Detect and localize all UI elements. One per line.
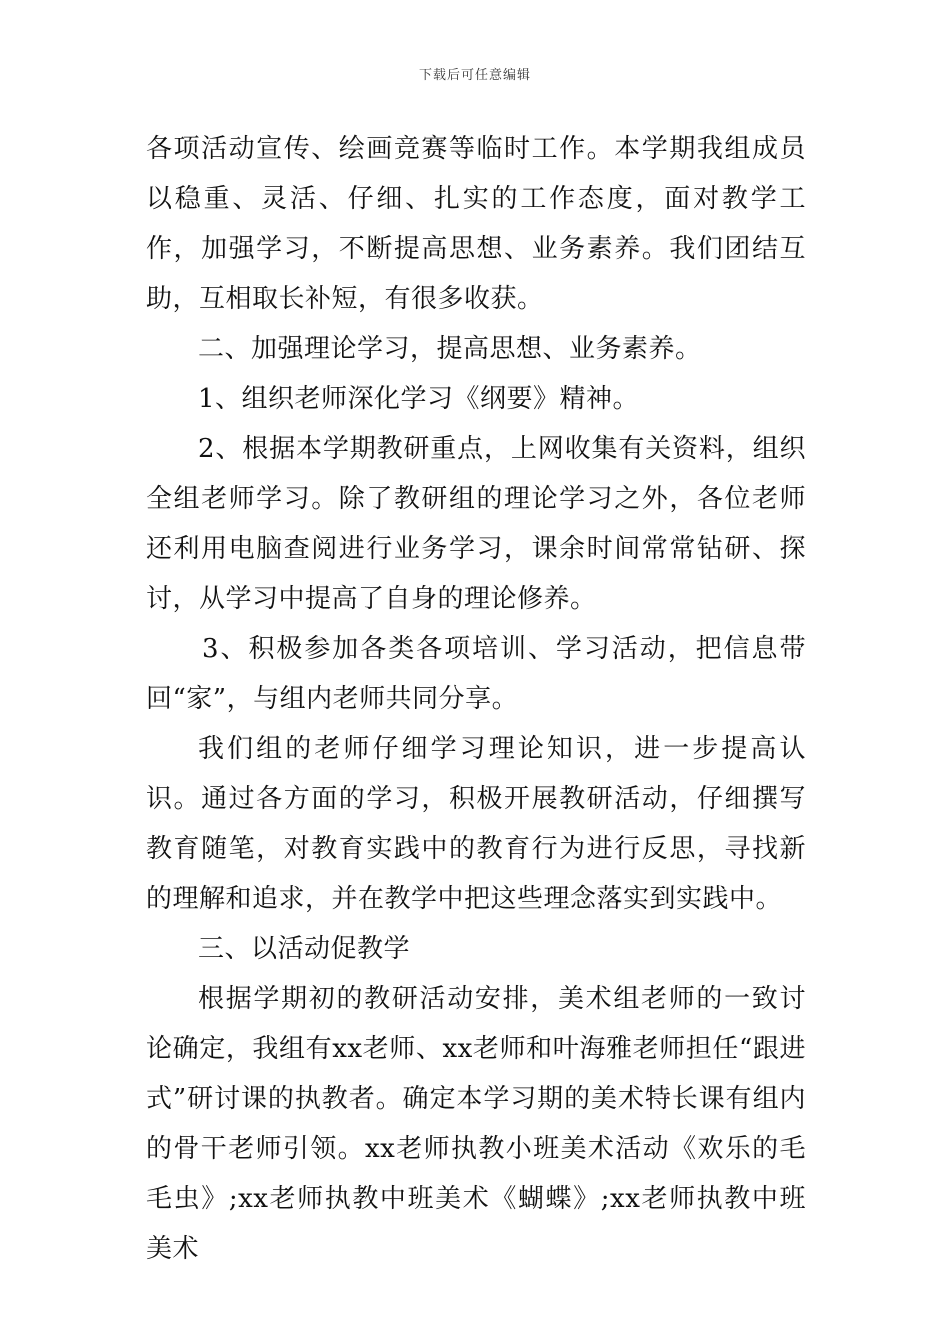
list-item-2: 2、根据本学期教研重点，上网收集有关资料，组织全组老师学习。除了教研组的理论学习之外，各位老师还利用电脑查阅进行业务学习，课余时间常常钻研、探讨，从学习中提高了自身的理论修养。 <box>146 434 806 614</box>
paragraph-activities: 根据学期初的教研活动安排，美术组老师的一致讨论确定，我组有xx老师、xx老师和叶海雅老师担任“跟进式”研讨课的执教者。确定本学习期的美术特长课有组内的骨干老师引领。xx老师执教小班美术活动《欢乐的毛毛虫》;xx老师执教中班美术《蝴蝶》;xx老师执教中班美术 <box>146 984 806 1264</box>
paragraph-intro: 各项活动宣传、绘画竞赛等临时工作。本学期我组成员以稳重、灵活、仔细、扎实的工作态度，面对教学工作，加强学习，不断提高思想、业务素养。我们团结互助，互相取长补短，有很多收获。 <box>146 134 806 314</box>
paragraph-study: 我们组的老师仔细学习理论知识，进一步提高认识。通过各方面的学习，积极开展教研活动，仔细撰写教育随笔，对教育实践中的教育行为进行反思，寻找新的理解和追求，并在教学中把这些理念落实到实践中。 <box>146 734 806 914</box>
document-body <box>146 124 806 1274</box>
section-heading-2: 二、加强理论学习，提高思想、业务素养。 <box>198 334 702 364</box>
list-item-3: 3、积极参加各类各项培训、学习活动，把信息带回“家”，与组内老师共同分享。 <box>146 634 806 714</box>
page-header-note: 下载后可任意编辑 <box>418 68 531 83</box>
list-item-1: 1、组织老师深化学习《纲要》精神。 <box>198 384 640 414</box>
section-heading-3: 三、以活动促教学 <box>198 934 411 964</box>
